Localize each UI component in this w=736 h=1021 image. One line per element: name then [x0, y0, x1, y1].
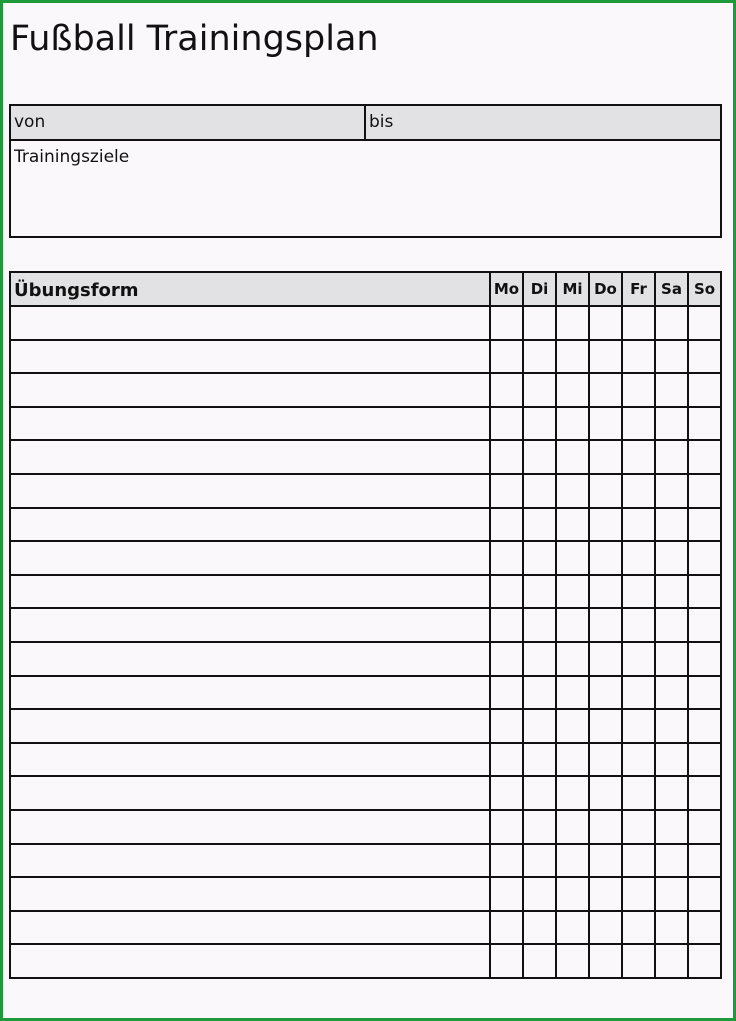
day-cell-sa[interactable]	[655, 306, 688, 340]
day-cell-do[interactable]	[589, 474, 622, 508]
exercise-cell[interactable]	[10, 608, 490, 642]
day-cell-mo[interactable]	[490, 575, 523, 609]
day-cell-mo[interactable]	[490, 776, 523, 810]
day-cell-fr[interactable]	[622, 373, 655, 407]
exercise-cell[interactable]	[10, 877, 490, 911]
day-cell-sa[interactable]	[655, 877, 688, 911]
day-cell-mo[interactable]	[490, 306, 523, 340]
day-header-di: Di	[523, 272, 556, 306]
day-cell-so[interactable]	[688, 373, 721, 407]
day-cell-di[interactable]	[523, 776, 556, 810]
table-row	[10, 474, 721, 508]
day-cell-do[interactable]	[589, 407, 622, 441]
table-row	[10, 608, 721, 642]
day-cell-do[interactable]	[589, 306, 622, 340]
day-cell-sa[interactable]	[655, 407, 688, 441]
table-row	[10, 844, 721, 878]
day-cell-fr[interactable]	[622, 676, 655, 710]
day-cell-di[interactable]	[523, 642, 556, 676]
day-cell-so[interactable]	[688, 709, 721, 743]
day-cell-fr[interactable]	[622, 709, 655, 743]
day-cell-do[interactable]	[589, 608, 622, 642]
day-cell-so[interactable]	[688, 810, 721, 844]
exercise-cell[interactable]	[10, 911, 490, 945]
day-cell-fr[interactable]	[622, 877, 655, 911]
day-cell-mi[interactable]	[556, 709, 589, 743]
day-cell-so[interactable]	[688, 944, 721, 978]
table-row	[10, 541, 721, 575]
day-cell-do[interactable]	[589, 709, 622, 743]
day-cell-sa[interactable]	[655, 676, 688, 710]
day-cell-so[interactable]	[688, 440, 721, 474]
table-row	[10, 407, 721, 441]
day-cell-sa[interactable]	[655, 911, 688, 945]
day-cell-sa[interactable]	[655, 810, 688, 844]
table-header-row	[10, 272, 721, 306]
day-cell-mi[interactable]	[556, 642, 589, 676]
table-row	[10, 743, 721, 777]
day-cell-so[interactable]	[688, 743, 721, 777]
day-cell-so[interactable]	[688, 340, 721, 374]
day-cell-do[interactable]	[589, 776, 622, 810]
day-cell-mo[interactable]	[490, 743, 523, 777]
exercise-cell[interactable]	[10, 440, 490, 474]
day-cell-do[interactable]	[589, 541, 622, 575]
day-cell-fr[interactable]	[622, 340, 655, 374]
exercise-cell[interactable]	[10, 776, 490, 810]
day-cell-di[interactable]	[523, 944, 556, 978]
day-cell-fr[interactable]	[622, 810, 655, 844]
exercise-cell[interactable]	[10, 541, 490, 575]
exercise-cell[interactable]	[10, 642, 490, 676]
day-cell-sa[interactable]	[655, 373, 688, 407]
day-cell-so[interactable]	[688, 608, 721, 642]
exercise-cell[interactable]	[10, 474, 490, 508]
table-row	[10, 306, 721, 340]
day-cell-mi[interactable]	[556, 474, 589, 508]
day-header-mo: Mo	[490, 272, 523, 306]
day-cell-di[interactable]	[523, 340, 556, 374]
day-cell-sa[interactable]	[655, 709, 688, 743]
day-cell-mi[interactable]	[556, 776, 589, 810]
table-row	[10, 373, 721, 407]
day-cell-fr[interactable]	[622, 743, 655, 777]
day-cell-sa[interactable]	[655, 844, 688, 878]
day-cell-so[interactable]	[688, 541, 721, 575]
day-header-fr: Fr	[622, 272, 655, 306]
day-cell-do[interactable]	[589, 340, 622, 374]
day-cell-fr[interactable]	[622, 541, 655, 575]
day-cell-fr[interactable]	[622, 911, 655, 945]
day-cell-di[interactable]	[523, 575, 556, 609]
day-cell-so[interactable]	[688, 306, 721, 340]
table-row	[10, 676, 721, 710]
date-range-row	[11, 106, 720, 141]
day-cell-sa[interactable]	[655, 440, 688, 474]
day-cell-mi[interactable]	[556, 944, 589, 978]
day-cell-mo[interactable]	[490, 944, 523, 978]
day-cell-do[interactable]	[589, 743, 622, 777]
day-cell-fr[interactable]	[622, 608, 655, 642]
exercise-cell[interactable]	[10, 340, 490, 374]
day-cell-do[interactable]	[589, 440, 622, 474]
day-cell-di[interactable]	[523, 508, 556, 542]
table-row	[10, 709, 721, 743]
date-range-box	[9, 104, 722, 238]
day-cell-fr[interactable]	[622, 508, 655, 542]
table-row	[10, 440, 721, 474]
day-cell-mo[interactable]	[490, 810, 523, 844]
day-cell-fr[interactable]	[622, 440, 655, 474]
exercise-table	[9, 271, 722, 979]
day-cell-fr[interactable]	[622, 306, 655, 340]
form-sheet	[3, 3, 733, 1018]
day-cell-sa[interactable]	[655, 340, 688, 374]
day-cell-mo[interactable]	[490, 541, 523, 575]
day-cell-do[interactable]	[589, 810, 622, 844]
day-header-mi: Mi	[556, 272, 589, 306]
day-cell-do[interactable]	[589, 911, 622, 945]
day-cell-mi[interactable]	[556, 844, 589, 878]
day-cell-so[interactable]	[688, 776, 721, 810]
day-cell-so[interactable]	[688, 575, 721, 609]
day-cell-sa[interactable]	[655, 608, 688, 642]
day-cell-do[interactable]	[589, 944, 622, 978]
day-cell-do[interactable]	[589, 508, 622, 542]
table-row	[10, 508, 721, 542]
day-cell-fr[interactable]	[622, 474, 655, 508]
day-cell-sa[interactable]	[655, 944, 688, 978]
day-cell-di[interactable]	[523, 877, 556, 911]
day-cell-mi[interactable]	[556, 911, 589, 945]
day-header-sa: Sa	[655, 272, 688, 306]
table-row	[10, 776, 721, 810]
day-header-do: Do	[589, 272, 622, 306]
training-goals-label: Trainingsziele	[14, 147, 130, 167]
day-cell-mo[interactable]	[490, 373, 523, 407]
exercise-cell[interactable]	[10, 676, 490, 710]
day-cell-do[interactable]	[589, 877, 622, 911]
exercise-cell[interactable]	[10, 944, 490, 978]
day-cell-fr[interactable]	[622, 642, 655, 676]
day-cell-mi[interactable]	[556, 810, 589, 844]
day-cell-di[interactable]	[523, 440, 556, 474]
day-cell-fr[interactable]	[622, 575, 655, 609]
day-cell-fr[interactable]	[622, 407, 655, 441]
day-cell-so[interactable]	[688, 911, 721, 945]
table-row	[10, 810, 721, 844]
day-cell-mi[interactable]	[556, 407, 589, 441]
day-cell-sa[interactable]	[655, 776, 688, 810]
day-cell-mi[interactable]	[556, 608, 589, 642]
table-row	[10, 877, 721, 911]
day-cell-so[interactable]	[688, 474, 721, 508]
day-cell-so[interactable]	[688, 844, 721, 878]
day-cell-di[interactable]	[523, 709, 556, 743]
table-row	[10, 944, 721, 978]
from-field[interactable]: von	[11, 106, 366, 139]
exercise-cell[interactable]	[10, 743, 490, 777]
day-cell-do[interactable]	[589, 642, 622, 676]
day-cell-di[interactable]	[523, 844, 556, 878]
day-cell-di[interactable]	[523, 474, 556, 508]
day-cell-fr[interactable]	[622, 776, 655, 810]
day-cell-mo[interactable]	[490, 676, 523, 710]
day-cell-mo[interactable]	[490, 608, 523, 642]
day-cell-do[interactable]	[589, 575, 622, 609]
day-cell-so[interactable]	[688, 642, 721, 676]
day-cell-mi[interactable]	[556, 508, 589, 542]
day-cell-di[interactable]	[523, 810, 556, 844]
day-cell-so[interactable]	[688, 877, 721, 911]
day-cell-mi[interactable]	[556, 440, 589, 474]
exercise-cell[interactable]	[10, 306, 490, 340]
exercise-cell[interactable]	[10, 508, 490, 542]
day-cell-di[interactable]	[523, 306, 556, 340]
day-cell-mo[interactable]	[490, 340, 523, 374]
day-cell-di[interactable]	[523, 676, 556, 710]
exercise-cell[interactable]	[10, 373, 490, 407]
day-cell-mo[interactable]	[490, 474, 523, 508]
day-cell-sa[interactable]	[655, 575, 688, 609]
day-cell-sa[interactable]	[655, 642, 688, 676]
day-cell-mo[interactable]	[490, 440, 523, 474]
day-cell-mi[interactable]	[556, 743, 589, 777]
day-cell-do[interactable]	[589, 844, 622, 878]
day-cell-so[interactable]	[688, 676, 721, 710]
day-cell-di[interactable]	[523, 608, 556, 642]
day-cell-mo[interactable]	[490, 508, 523, 542]
exercise-cell[interactable]	[10, 575, 490, 609]
page-title: Fußball Trainingsplan	[10, 19, 379, 59]
exercise-cell[interactable]	[10, 709, 490, 743]
exercise-column-header: Übungsform	[10, 272, 490, 306]
day-cell-di[interactable]	[523, 407, 556, 441]
day-cell-di[interactable]	[523, 373, 556, 407]
table-row	[10, 575, 721, 609]
day-header-so: So	[688, 272, 721, 306]
day-cell-mi[interactable]	[556, 877, 589, 911]
table-row	[10, 911, 721, 945]
day-cell-sa[interactable]	[655, 541, 688, 575]
day-cell-mi[interactable]	[556, 306, 589, 340]
day-cell-fr[interactable]	[622, 944, 655, 978]
day-cell-sa[interactable]	[655, 743, 688, 777]
day-cell-so[interactable]	[688, 508, 721, 542]
day-cell-mi[interactable]	[556, 676, 589, 710]
to-field[interactable]: bis	[369, 112, 394, 132]
day-cell-fr[interactable]	[622, 844, 655, 878]
exercise-table-body	[10, 306, 721, 978]
day-cell-mo[interactable]	[490, 642, 523, 676]
day-cell-sa[interactable]	[655, 508, 688, 542]
day-cell-di[interactable]	[523, 541, 556, 575]
day-cell-mo[interactable]	[490, 709, 523, 743]
day-cell-so[interactable]	[688, 407, 721, 441]
day-cell-mi[interactable]	[556, 373, 589, 407]
day-cell-di[interactable]	[523, 743, 556, 777]
table-row	[10, 340, 721, 374]
day-cell-mi[interactable]	[556, 575, 589, 609]
day-cell-mi[interactable]	[556, 340, 589, 374]
exercise-cell[interactable]	[10, 407, 490, 441]
table-row	[10, 642, 721, 676]
day-cell-mi[interactable]	[556, 541, 589, 575]
day-cell-di[interactable]	[523, 911, 556, 945]
day-cell-mo[interactable]	[490, 407, 523, 441]
day-cell-sa[interactable]	[655, 474, 688, 508]
day-cell-do[interactable]	[589, 373, 622, 407]
exercise-cell[interactable]	[10, 810, 490, 844]
day-cell-mo[interactable]	[490, 911, 523, 945]
day-cell-mo[interactable]	[490, 877, 523, 911]
day-cell-mo[interactable]	[490, 844, 523, 878]
day-cell-do[interactable]	[589, 676, 622, 710]
exercise-cell[interactable]	[10, 844, 490, 878]
